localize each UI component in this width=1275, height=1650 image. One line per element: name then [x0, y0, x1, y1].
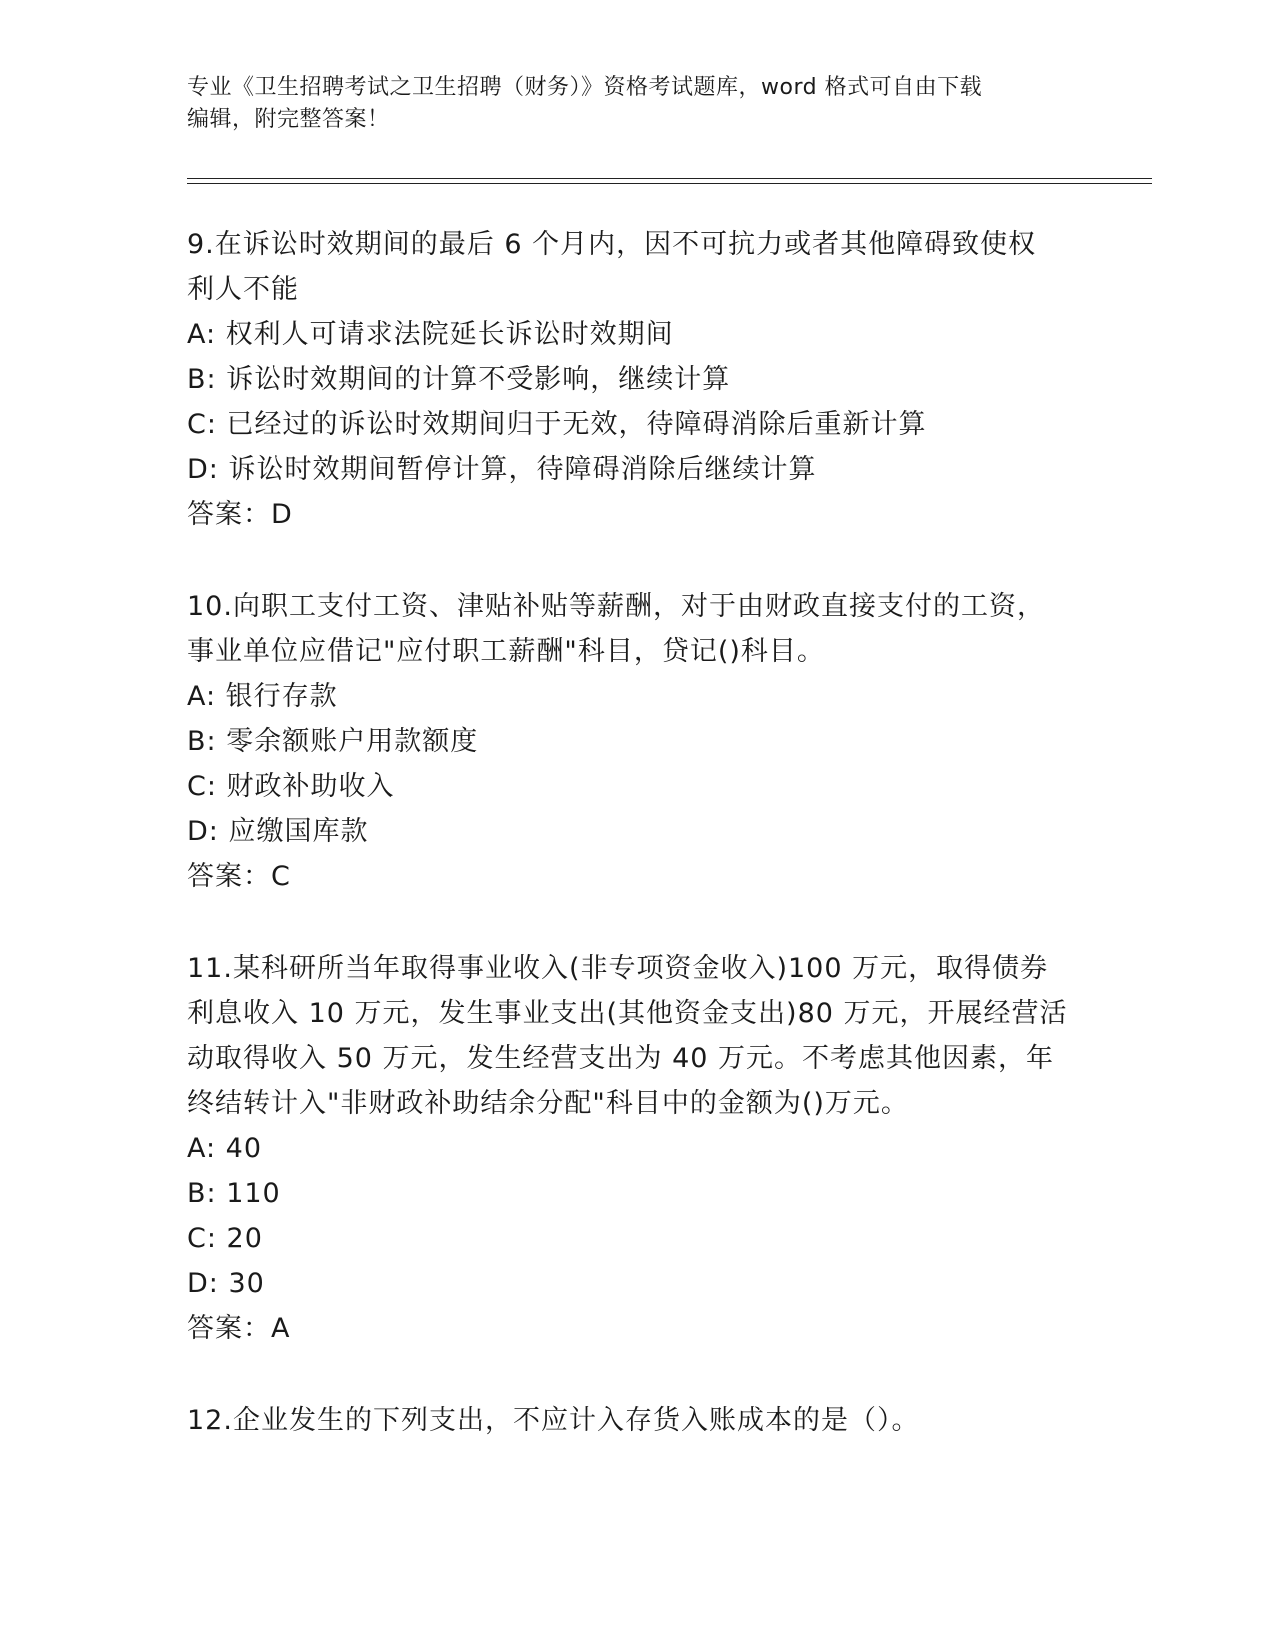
option-d: D: 30	[187, 1268, 265, 1299]
option-c: C: 已经过的诉讼时效期间归于无效，待障碍消除后重新计算	[187, 409, 927, 440]
question-text-line: 12.企业发生的下列支出，不应计入存货入账成本的是（）。	[187, 1405, 920, 1436]
question-10	[187, 584, 1087, 899]
header-line-1: 专业《卫生招聘考试之卫生招聘（财务）》资格考试题库，word 格式可自由下载	[187, 75, 983, 100]
option-c: C: 20	[187, 1223, 263, 1254]
answer: 答案：A	[187, 1313, 291, 1344]
question-text-line: 9.在诉讼时效期间的最后 6 个月内，因不可抗力或者其他障碍致使权	[187, 229, 1037, 260]
option-a: A: 银行存款	[187, 681, 338, 712]
question-text-line: 11.某科研所当年取得事业收入(非专项资金收入)100 万元，取得债券	[187, 953, 1049, 984]
header-divider-bottom	[187, 183, 1152, 184]
question-text-line: 利人不能	[187, 274, 299, 305]
question-text-line: 利息收入 10 万元，发生事业支出(其他资金支出)80 万元，开展经营活	[187, 998, 1068, 1029]
option-b: B: 110	[187, 1178, 281, 1209]
option-b: B: 零余额账户用款额度	[187, 726, 479, 757]
header-divider-top	[187, 178, 1152, 179]
header-line-2: 编辑，附完整答案！	[187, 107, 390, 132]
option-a: A: 权利人可请求法院延长诉讼时效期间	[187, 319, 674, 350]
question-text-line: 终结转计入"非财政补助结余分配"科目中的金额为()万元。	[187, 1088, 909, 1119]
question-11	[187, 946, 1087, 1351]
option-d: D: 诉讼时效期间暂停计算，待障碍消除后继续计算	[187, 454, 817, 485]
option-c: C: 财政补助收入	[187, 771, 395, 802]
question-text-line: 动取得收入 50 万元，发生经营支出为 40 万元。不考虑其他因素，年	[187, 1043, 1055, 1074]
question-text-line: 10.向职工支付工资、津贴补贴等薪酬，对于由财政直接支付的工资，	[187, 591, 1045, 622]
answer: 答案：C	[187, 861, 291, 892]
question-12	[187, 1398, 1087, 1443]
document-header	[187, 72, 1087, 136]
option-a: A: 40	[187, 1133, 263, 1164]
question-9	[187, 222, 1087, 537]
question-text-line: 事业单位应借记"应付职工薪酬"科目，贷记()科目。	[187, 636, 825, 667]
answer: 答案：D	[187, 499, 293, 530]
option-d: D: 应缴国库款	[187, 816, 369, 847]
option-b: B: 诉讼时效期间的计算不受影响，继续计算	[187, 364, 731, 395]
